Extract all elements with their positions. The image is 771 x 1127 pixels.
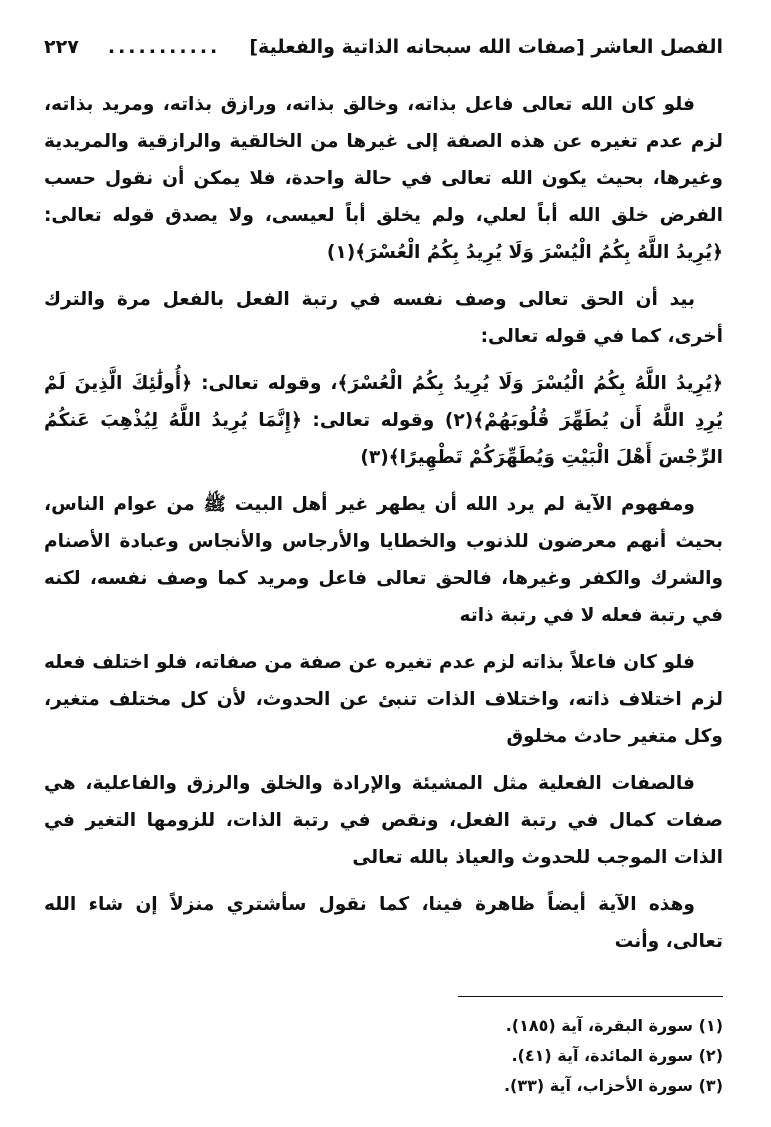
paragraph: بيد أن الحق تعالى وصف نفسه في رتبة الفعل بالفعل مرة والترك أخرى، كما في قوله تعالى: (44, 289, 723, 347)
running-header (44, 36, 723, 64)
footnotes (44, 1011, 723, 1101)
paragraph: ومفهوم الآية لم يرد الله أن يطهر غير أهل البيت ﷺ من عوام الناس، بحيث أنهم معرضون للذنوب والخطايا والأرجاس والأنجاس وعبادة الأصنام والشرك والكفر وغيرها، فالحق تعالى فاعل ومريد كما وصف نفسه، لكنه في رتبة فعله لا في رتبة ذاته (44, 494, 723, 626)
chapter-title: الفصل العاشر [صفات الله سبحانه الذاتية والفعلية] (249, 36, 723, 58)
footnote: (٣) سورة الأحزاب، آية (٣٣). (503, 1076, 723, 1095)
header-leader-dots: ........... (107, 36, 221, 58)
quran-verses-paragraph: ﴿يُرِيدُ اللَّهُ بِكُمُ الْيُسْرَ وَلَا يُرِيدُ بِكُمُ الْعُسْرَ﴾، وقوله تعالى: ﴿أُولَٰئِكَ الَّذِينَ لَمْ يُرِدِ اللَّهُ أَن يُطَهِّرَ قُلُوبَهُمْ﴾(٢) وقوله تعالى: ﴿إِنَّمَا يُرِيدُ اللَّهُ لِيُذْهِبَ عَنكُمُ الرِّجْسَ أَهْلَ الْبَيْتِ وَيُطَهِّرَكُمْ تَطْهِيرًا﴾(٣) (44, 373, 723, 468)
paragraph: فلو كان فاعلاً بذاته لزم عدم تغيره عن صفة من صفاته، فلو اختلف فعله لزم اختلاف ذاته، واختلاف الذات تنبئ عن الحدوث، لأن كل مختلف متغير، وكل متغير حادث مخلوق (44, 652, 723, 747)
paragraph: وهذه الآية أيضاً ظاهرة فينا، كما نقول سأشتري منزلاً إن شاء الله تعالى، وأنت (44, 894, 723, 952)
footnote: (١) سورة البقرة، آية (١٨٥). (505, 1016, 723, 1035)
page-body (44, 86, 723, 960)
page-number: ٢٢٧ (44, 36, 79, 58)
footnote-divider (458, 996, 723, 997)
paragraph: فالصفات الفعلية مثل المشيئة والإرادة والخلق والرزق والفاعلية، هي صفات كمال في رتبة الفعل، ونقص في رتبة الذات، للزومها التغير في الذات الموجب للحدوث والعياذ بالله تعالى (44, 773, 723, 868)
paragraph: فلو كان الله تعالى فاعل بذاته، وخالق بذاته، ورازق بذاته، ومريد بذاته، لزم عدم تغيره عن هذه الصفة إلى غيرها من الخالقية والرازقية والمريدية وغيرها، بحيث يكون الله تعالى في حالة واحدة، فلا يمكن أن نقول حسب الفرض خلق الله أباً لعلي، ولم يخلق أباً لعيسى، ولا يصدق قوله تعالى: ﴿يُرِيدُ اللَّهُ بِكُمُ الْيُسْرَ وَلَا يُرِيدُ بِكُمُ الْعُسْرَ﴾(١) (44, 94, 723, 263)
footnote: (٢) سورة المائدة، آية (٤١). (511, 1046, 723, 1065)
